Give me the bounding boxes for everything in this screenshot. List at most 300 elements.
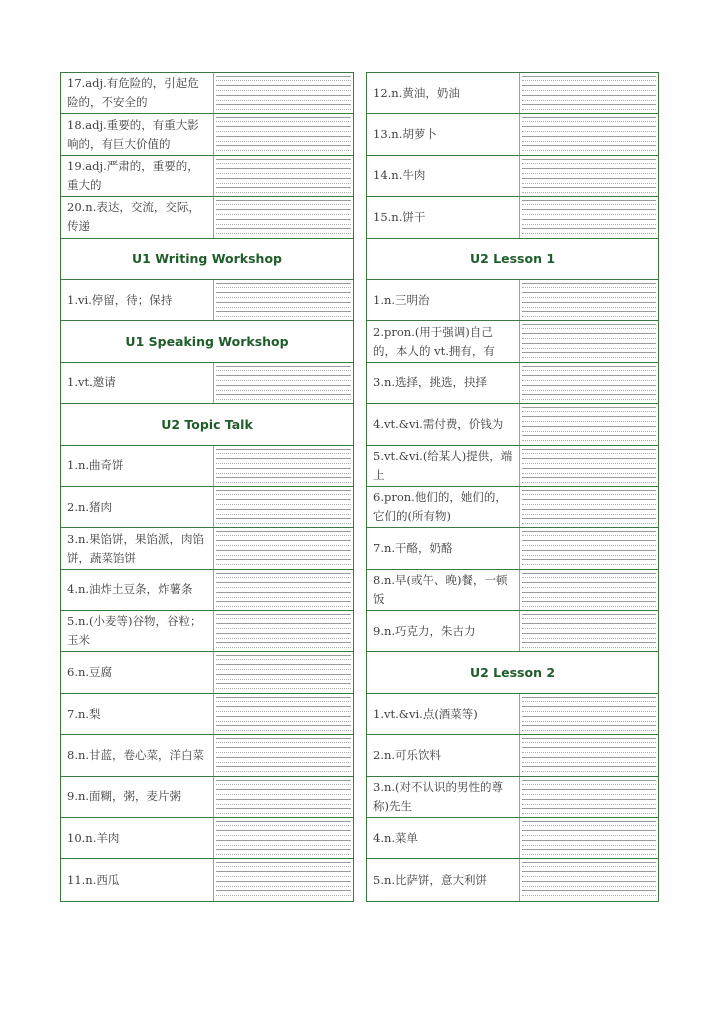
answer-writing-lines[interactable] [519,321,658,361]
writing-line [216,375,351,376]
vocab-prompt: 3.n.果馅饼，果馅派，肉馅饼，蔬菜馅饼 [67,531,205,565]
vocab-row [367,694,658,735]
section-heading-text: U1 Writing Workshop [132,251,282,267]
writing-line [216,573,351,574]
writing-line [522,192,656,193]
writing-line [522,458,656,459]
writing-line [522,214,656,215]
vocab-prompt: 6.n.豆腐 [67,665,113,680]
writing-line [216,95,351,96]
writing-line [522,468,656,469]
writing-line [216,449,351,450]
writing-line [216,752,351,753]
writing-line [522,178,656,179]
vocab-prompt: 7.n.干酪，奶酪 [373,540,453,555]
writing-line [216,866,351,867]
vocab-row [61,694,353,735]
writing-line [522,494,656,495]
vocab-prompt: 9.n.面糊，粥，麦片粥 [67,789,182,804]
writing-line [522,601,656,602]
writing-line [522,535,656,536]
writing-line [522,866,656,867]
vocab-row [367,487,658,528]
vocab-prompt: 1.n.曲奇饼 [67,458,124,473]
vocab-row [61,859,353,900]
writing-line [216,523,351,524]
writing-line [216,849,351,850]
writing-line [522,721,656,722]
writing-line [216,669,351,670]
writing-line [522,449,656,450]
writing-line [216,109,351,110]
vocab-prompt: 18.adj.重要的，有重大影响的，有巨大价值的 [67,117,199,151]
writing-line [216,163,351,164]
writing-line [522,862,656,863]
vocab-row [61,156,353,197]
writing-line [522,808,656,809]
vocab-prompt: 9.n.巧克力，朱古力 [373,623,476,638]
writing-line [522,80,656,81]
writing-line [216,499,351,500]
vocab-prompt: 5.n.比萨饼，意大利饼 [373,872,488,887]
writing-line [216,618,351,619]
writing-line [216,545,351,546]
writing-line [216,647,351,648]
writing-line [522,426,656,427]
writing-line [216,784,351,785]
vocab-row [61,487,353,528]
writing-line [216,757,351,758]
writing-line [216,168,351,169]
writing-line [522,131,656,132]
writing-line [216,862,351,863]
writing-line [216,835,351,836]
writing-line [522,509,656,510]
answer-writing-lines[interactable] [213,818,353,858]
section-heading [61,321,353,362]
answer-writing-lines[interactable] [519,114,658,154]
writing-line [522,840,656,841]
answer-writing-lines[interactable] [213,363,353,403]
writing-line [216,771,351,772]
writing-line [216,725,351,726]
answer-writing-lines[interactable] [213,652,353,692]
writing-line [216,633,351,634]
writing-line [522,514,656,515]
vocab-prompt: 20.n.表达，交流，交际，传递 [67,200,200,234]
writing-line [522,297,656,298]
answer-writing-lines[interactable] [213,777,353,817]
writing-line [522,587,656,588]
vocab-prompt: 7.n.梨 [67,706,101,721]
vocab-row [367,859,658,900]
writing-line [522,876,656,877]
writing-line [216,159,351,160]
writing-line [216,540,351,541]
writing-line [216,233,351,234]
writing-line [216,117,351,118]
writing-line [216,674,351,675]
writing-line [522,104,656,105]
writing-line [216,173,351,174]
right-column [366,72,659,902]
vocab-row [61,114,353,155]
answer-writing-lines[interactable] [213,446,353,486]
writing-line [522,90,656,91]
answer-writing-lines[interactable] [519,280,658,320]
writing-line [522,738,656,739]
writing-line [216,854,351,855]
writing-line [216,219,351,220]
writing-line [522,316,656,317]
answer-writing-lines[interactable] [519,197,658,237]
answer-writing-lines[interactable] [213,528,353,568]
writing-line [216,131,351,132]
writing-line [216,204,351,205]
writing-line [522,711,656,712]
vocab-row [61,528,353,569]
writing-line [216,659,351,660]
writing-line [216,200,351,201]
writing-line [216,380,351,381]
writing-line [216,297,351,298]
writing-line [216,890,351,891]
writing-line [216,214,351,215]
writing-line [522,200,656,201]
writing-line [216,701,351,702]
writing-line [216,808,351,809]
writing-line [216,287,351,288]
writing-line [522,150,656,151]
writing-line [522,357,656,358]
writing-line [522,757,656,758]
answer-writing-lines[interactable] [213,570,353,610]
writing-line [216,738,351,739]
writing-line [216,711,351,712]
vocab-row [367,777,658,818]
writing-line [522,370,656,371]
vocab-row [61,280,353,321]
answer-writing-lines[interactable] [213,280,353,320]
writing-line [522,628,656,629]
writing-line [216,90,351,91]
vocab-prompt: 5.n.(小麦等)谷物，谷粒；玉米 [67,614,202,648]
writing-line [522,890,656,891]
writing-line [522,555,656,556]
writing-line [522,311,656,312]
answer-writing-lines[interactable] [213,156,353,196]
answer-writing-lines[interactable] [519,363,658,403]
writing-line [216,394,351,395]
writing-line [522,431,656,432]
writing-line [216,385,351,386]
writing-line [216,559,351,560]
writing-line [216,85,351,86]
vocab-prompt: 13.n.胡萝卜 [373,127,437,142]
writing-line [216,399,351,400]
writing-line [522,380,656,381]
writing-line [216,473,351,474]
vocab-prompt: 5.vt.&vi.(给某人)提供，端上 [373,448,513,482]
vocab-row [61,363,353,404]
writing-line [216,100,351,101]
answer-writing-lines[interactable] [213,859,353,900]
writing-line [522,633,656,634]
writing-line [522,895,656,896]
vocab-prompt: 8.n.早(或午、晚)餐，一顿饭 [373,572,508,606]
writing-line [216,468,351,469]
answer-writing-lines[interactable] [213,197,353,237]
writing-line [216,766,351,767]
writing-line [216,845,351,846]
writing-line [522,592,656,593]
answer-writing-lines[interactable] [213,611,353,651]
writing-line [216,780,351,781]
answer-writing-lines[interactable] [519,694,658,734]
vocab-prompt: 1.vt.邀请 [67,375,116,390]
section-heading-text: U2 Lesson 1 [469,251,556,267]
writing-line [522,204,656,205]
writing-line [216,366,351,367]
answer-writing-lines[interactable] [519,156,658,196]
writing-line [522,159,656,160]
writing-line [216,482,351,483]
writing-line [522,463,656,464]
writing-line [216,697,351,698]
section-heading-text: U2 Topic Talk [161,416,253,432]
writing-line [216,136,351,137]
writing-line [216,876,351,877]
vocab-row [61,73,353,114]
vocab-prompt: 4.vt.&vi.需付费，价钱为 [373,416,504,431]
writing-line [522,407,656,408]
answer-writing-lines[interactable] [519,528,658,568]
writing-line [522,804,656,805]
writing-line [216,121,351,122]
writing-line [522,168,656,169]
writing-line [522,183,656,184]
answer-writing-lines[interactable] [519,818,658,858]
writing-line [216,664,351,665]
writing-line [216,283,351,284]
writing-line [216,224,351,225]
writing-line [522,742,656,743]
writing-line [216,821,351,822]
vocab-row [367,611,658,652]
writing-line [522,233,656,234]
writing-line [522,830,656,831]
writing-line [522,394,656,395]
writing-line [522,333,656,334]
writing-line [522,752,656,753]
writing-line [522,614,656,615]
writing-line [216,178,351,179]
writing-line [522,228,656,229]
vocab-row [367,528,658,569]
writing-line [522,762,656,763]
writing-line [216,458,351,459]
writing-line [216,679,351,680]
writing-line [522,825,656,826]
answer-writing-lines[interactable] [519,73,658,113]
answer-writing-lines[interactable] [213,487,353,527]
vocab-row [367,114,658,155]
vocab-row [367,197,658,238]
writing-line [522,499,656,500]
writing-line [216,292,351,293]
writing-line [216,794,351,795]
vocab-row [61,570,353,611]
writing-line [522,141,656,142]
writing-line [216,762,351,763]
writing-line [522,638,656,639]
writing-line [522,163,656,164]
writing-line [522,109,656,110]
vocab-row [61,652,353,693]
writing-line [216,390,351,391]
writing-line [522,421,656,422]
writing-line [216,628,351,629]
section-heading-text: U1 Speaking Workshop [125,334,289,350]
writing-line [522,789,656,790]
writing-line [522,117,656,118]
vocab-row [367,404,658,445]
writing-line [216,550,351,551]
writing-line [522,145,656,146]
writing-line [522,209,656,210]
writing-line [216,555,351,556]
writing-line [216,614,351,615]
vocab-prompt: 15.n.饼干 [373,209,426,224]
writing-line [522,642,656,643]
writing-line [522,881,656,882]
vocab-row [61,197,353,238]
answer-writing-lines[interactable] [519,446,658,486]
writing-line [216,564,351,565]
writing-line [216,597,351,598]
writing-line [522,302,656,303]
answer-writing-lines[interactable] [213,694,353,734]
writing-line [216,881,351,882]
writing-line [216,577,351,578]
writing-line [522,390,656,391]
vocab-row [367,156,658,197]
writing-line [522,845,656,846]
writing-line [216,490,351,491]
writing-line [522,813,656,814]
vocab-prompt: 17.adj.有危险的，引起危险的，不安全的 [67,76,199,110]
writing-line [522,348,656,349]
answer-writing-lines[interactable] [519,777,658,817]
writing-line [216,311,351,312]
writing-line [522,606,656,607]
writing-line [522,375,656,376]
vocab-prompt: 3.n.选择，挑选，抉择 [373,375,488,390]
vocab-prompt: 4.n.菜单 [373,830,419,845]
writing-line [216,76,351,77]
writing-line [522,780,656,781]
answer-writing-lines[interactable] [519,570,658,610]
writing-line [522,623,656,624]
vocab-row [367,735,658,776]
writing-line [216,316,351,317]
writing-line [216,514,351,515]
writing-line [216,187,351,188]
answer-writing-lines[interactable] [519,487,658,527]
writing-line [522,701,656,702]
vocab-row [61,446,353,487]
writing-line [522,647,656,648]
writing-line [522,747,656,748]
vocab-row [367,73,658,114]
answer-writing-lines[interactable] [519,611,658,651]
writing-line [522,136,656,137]
writing-line [522,411,656,412]
writing-line [522,453,656,454]
writing-line [522,618,656,619]
writing-line [216,307,351,308]
answer-writing-lines[interactable] [519,735,658,775]
writing-line [216,494,351,495]
writing-line [216,531,351,532]
section-heading [367,239,658,280]
writing-line [522,435,656,436]
writing-line [522,482,656,483]
writing-line [522,559,656,560]
answer-writing-lines[interactable] [519,859,658,900]
section-heading [367,652,658,693]
writing-line [216,183,351,184]
answer-writing-lines[interactable] [213,114,353,154]
writing-line [522,725,656,726]
section-heading [61,404,353,445]
writing-line [216,370,351,371]
writing-line [216,509,351,510]
vocab-row [61,611,353,652]
writing-line [216,730,351,731]
vocab-row [367,280,658,321]
writing-line [522,473,656,474]
vocab-row [61,777,353,818]
writing-line [522,518,656,519]
writing-line [216,209,351,210]
writing-line [522,531,656,532]
writing-line [522,126,656,127]
writing-line [216,453,351,454]
writing-line [522,550,656,551]
answer-writing-lines[interactable] [519,404,658,444]
writing-line [216,683,351,684]
writing-line [522,871,656,872]
writing-line [522,385,656,386]
writing-line [216,463,351,464]
answer-writing-lines[interactable] [213,735,353,775]
writing-line [522,771,656,772]
vocab-prompt: 1.vt.&vi.点(酒菜等) [373,706,478,721]
writing-line [216,742,351,743]
writing-line [216,141,351,142]
writing-line [522,849,656,850]
writing-line [216,623,351,624]
writing-line [522,292,656,293]
vocab-prompt: 1.vi.停留，待；保持 [67,292,173,307]
writing-line [522,854,656,855]
writing-line [216,747,351,748]
answer-writing-lines[interactable] [213,73,353,113]
writing-line [522,835,656,836]
writing-line [522,490,656,491]
section-heading-text: U2 Lesson 2 [469,665,556,681]
